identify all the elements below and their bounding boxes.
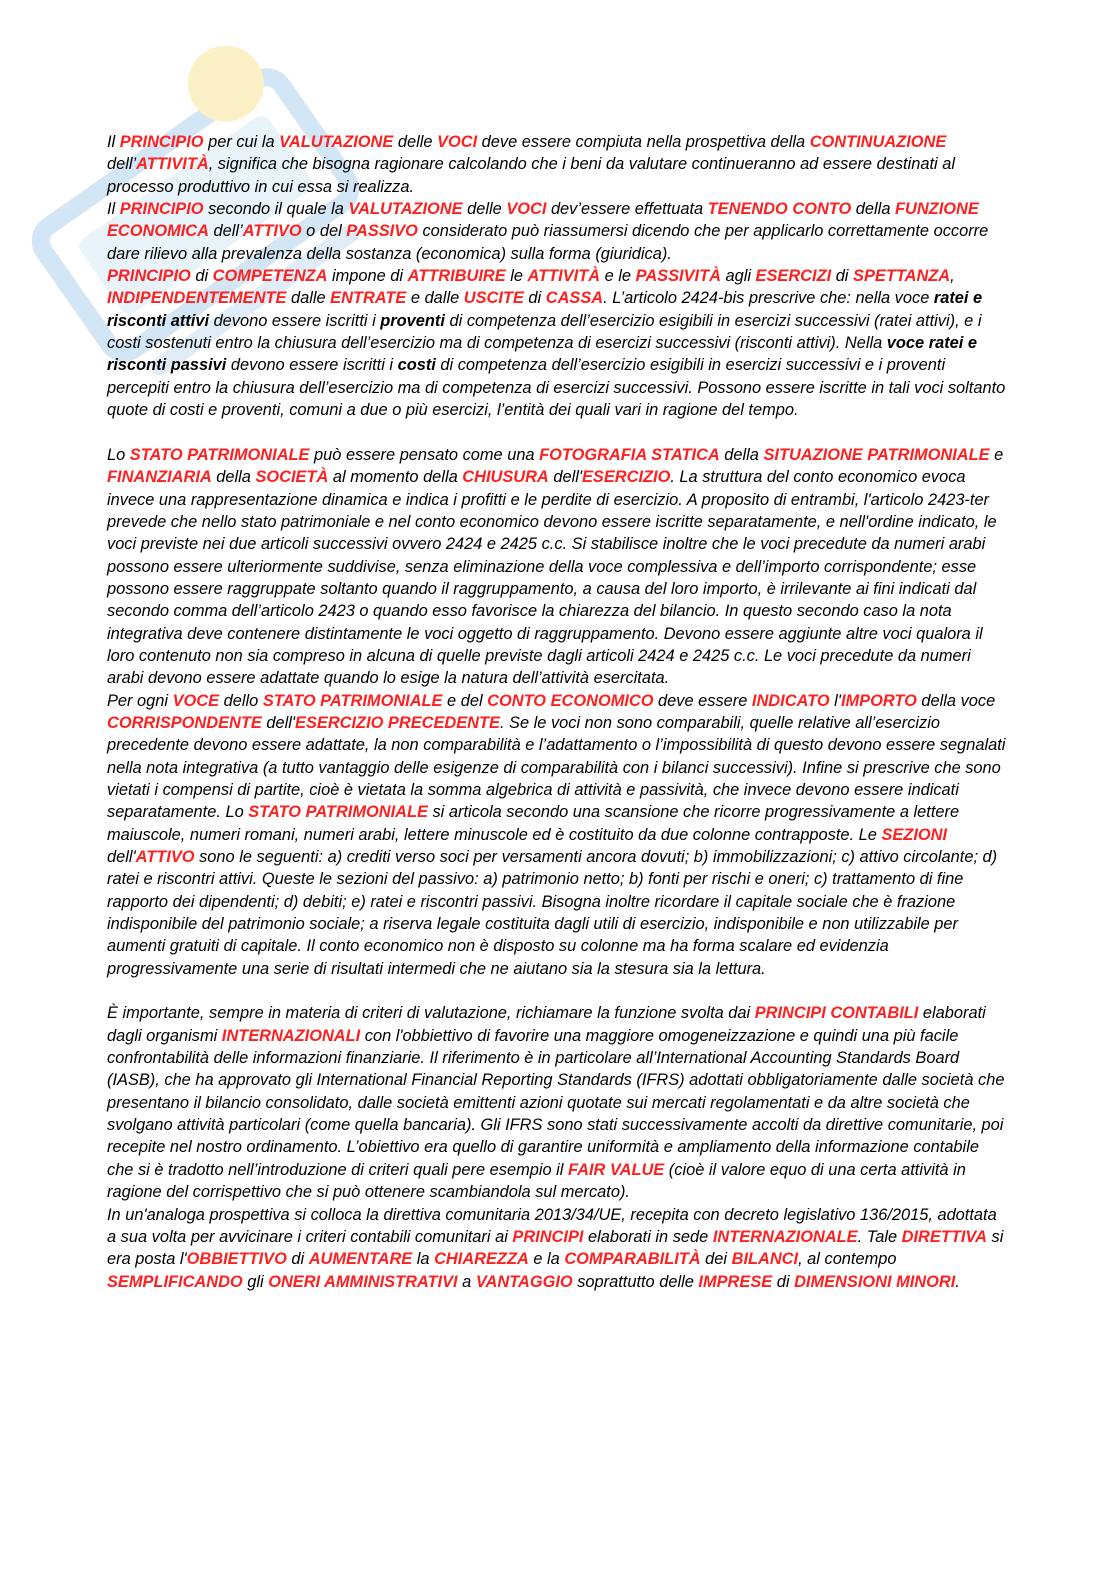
text-run: , al contempo (798, 1250, 897, 1269)
text-run: Il (107, 133, 120, 151)
text-run: elaborati dagli organismi (107, 1004, 986, 1045)
text-run: . Se le voci non sono comparabili, quelle relative all’esercizio precedente devono essere adattate, la non comparabilità e l’adattamento o l’impossibilità di questo devono essere segnalati nella nota integrativa (a tutto vantaggio delle esigenze di comparabilità con i bilanci successivi). Infine si prescrive che sono vietati i compensi di partite, cioè è vietata la somma algebrica di attività e passività, che invece devono essere indicati separatamente. Lo (107, 713, 1006, 822)
keyword-highlight: FAIR VALUE (568, 1160, 665, 1179)
keyword-highlight: AUMENTARE (308, 1250, 413, 1269)
text-run: di competenza dell’esercizio esigibili in esercizi successivi (ratei attivi), e i costi sostenuti entro la chiusura dell’esercizio ma di competenza di esercizi successivi (risconti attivi). Nella (107, 311, 982, 353)
keyword-highlight: OBBIETTIVO (186, 1250, 287, 1269)
text-run: , (950, 267, 955, 286)
text-run: di (772, 1272, 795, 1291)
keyword-highlight: ENTRATE (330, 289, 407, 308)
text-run: l' (829, 691, 841, 710)
keyword-highlight: PRINCIPI (512, 1227, 584, 1246)
keyword-highlight: VOCE (172, 691, 220, 710)
text-run: considerato può riassumersi dicendo che per applicarlo correttamente occorre dare rilievo alla prevalenza della sostanza (economica) sulla forma (giuridica). (107, 222, 989, 263)
text-run: Il (107, 200, 120, 219)
text-run: dell' (548, 468, 582, 487)
text-run: di competenza dell’esercizio esigibili in esercizi successivi e i proventi percepiti entro la chiusura dell’esercizio ma di competenza di esercizi successivi. Possono essere iscritte in tali voci soltanto quote di costi e proventi, comuni a due o più esercizi, l’entità dei quali vari in ragione del tempo. (107, 356, 1006, 420)
text-run: della (851, 200, 895, 219)
text-run: dell' (261, 713, 296, 732)
keyword-highlight: FINANZIARIA (107, 468, 212, 487)
keyword-highlight: SITUAZIONE PATRIMONIALE (763, 445, 990, 464)
text-run: impone di (327, 267, 408, 286)
keyword-highlight: ESERCIZIO (581, 468, 671, 487)
keyword-highlight: INTERNAZIONALE (712, 1227, 858, 1246)
text-run: In un'analoga prospettiva si colloca la direttiva comunitaria 2013/34/UE, recepita con decreto legislativo 136/2015, adottata a sua volta per avvicinare i criteri contabili comunitari ai (107, 1205, 997, 1246)
keyword-highlight: STATO PATRIMONIALE (248, 803, 428, 822)
text-run: si era posta l' (107, 1227, 1004, 1269)
text-run: gli (242, 1272, 269, 1291)
keyword-highlight: PASSIVO (346, 222, 418, 241)
keyword-highlight: SOCIETÀ (255, 468, 329, 487)
text-run: si articola secondo una scansione che ricorre progressivamente a lettere maiuscole, numeri romani, numeri arabi, lettere minuscole ed è costituito da due colonne contrapposte. Le (107, 803, 960, 844)
bold-term: voce ratei e risconti passivi (107, 334, 977, 375)
text-run: dei (700, 1250, 732, 1269)
text-run: dello (219, 691, 263, 710)
keyword-highlight: CONTINUAZIONE (809, 133, 947, 151)
text-run: sono le seguenti: a) crediti verso soci per versamenti ancora dovuti; b) immobilizzazioni; c) attivo circolante; d) ratei e riscontri attivi. Queste le sezioni del passivo: a) patrimonio netto; b) fonti per rischi e oneri; c) trattamento di fine rapporto dei dipendenti; d) debiti; e) ratei e riscontri passivi. Bisogna inoltre ricordare il capitale sociale che è frazione indisponibile del patrimonio sociale; a riserva legale costituita dagli utili di esercizio, indisponibile e non utilizzabile per aumenti gratuiti di capitale. Il conto economico non è disposto su colonne ma ha forma scalare ed evidenzia progressivamente una serie di risultati intermedi che ne aiutano sia la stesura sia la lettura. (107, 848, 998, 978)
bold-term: ratei e risconti attivi (107, 289, 983, 330)
text-run: . La struttura del conto economico evoca invece una rappresentazione dinamica e indica i profitti e le perdite di esercizio. A proposito di entrambi, l'articolo 2423-ter prevede che nello stato patrimoniale e nel conto economico devono essere iscritte separatamente, e nell'ordine indicato, le voci previste nei due articoli successivi ovvero 2424 e 2425 c.c. Si stabilisce inoltre che le voci precedute da numeri arabi possono essere ulteriormente suddivise, senza eliminazione della voce complessiva e dell’importo corrispondente; esse possono essere raggruppate soltanto quando il raggruppamento, a causa del loro importo, è irrilevante ai fini indicati dal secondo comma dell’articolo 2423 o quando esso favorisce la chiarezza del bilancio. In questo secondo caso la nota integrativa deve contenere distintamente le voci oggetto di raggruppamento. Devono essere aggiunte altre voci qualora il loro contenuto non sia compreso in alcuna di quelle previste dagli articoli 2424 e 2425 c.c. Le voci precedute da numeri arabi devono essere adattate quando lo esige la natura dell’attività esercitata. (107, 468, 997, 688)
keyword-highlight: CASSA (545, 289, 604, 308)
keyword-highlight: DIMENSIONI MINORI (794, 1272, 956, 1291)
keyword-highlight: TENENDO CONTO (707, 200, 852, 219)
text-run: deve essere compiuta nella prospettiva della (477, 133, 810, 151)
text-run: la (412, 1250, 435, 1269)
keyword-highlight: DIRETTIVA (901, 1227, 987, 1246)
keyword-highlight: COMPARABILITÀ (564, 1250, 701, 1269)
text-run: dalle (286, 289, 331, 308)
text-run: Lo (107, 445, 130, 464)
text-run: È importante, sempre in materia di criteri di valutazione, richiamare la funzione svolta dai (107, 1004, 755, 1023)
text-run: deve essere (653, 691, 752, 710)
text-run: , significa che bisogna ragionare calcolando che i beni da valutare continueranno ad essere destinati al processo produttivo in cui essa si realizza. (107, 155, 955, 196)
text-run: di (523, 289, 546, 308)
keyword-highlight: VANTAGGIO (475, 1272, 573, 1291)
text-run: soprattutto delle (572, 1272, 699, 1291)
keyword-highlight: PRINCIPIO (119, 133, 204, 151)
document-body (107, 131, 1007, 1293)
keyword-highlight: VALUTAZIONE (348, 200, 463, 219)
keyword-highlight: ATTRIBUIRE (407, 267, 506, 286)
text-run: della (211, 468, 256, 487)
text-run: di (190, 267, 213, 286)
paragraph-gap (107, 421, 1007, 443)
keyword-highlight: COMPETENZA (212, 267, 328, 286)
text-run: le (505, 267, 528, 286)
text-run: con l'obbiettivo di favorire una maggiore omogeneizzazione e quindi una più facile confrontabilità delle informazioni finanziarie. Il riferimento è in particolare all’International Accounting Standards Board (IASB), che ha approvato gli International Financial Reporting Standards (IFRS) adottati obbligatoriamente dalle società che presentano il bilancio consolidato, dalle società emittenti azioni quotate sui mercati regolamentati e da altre società che svolgano attività particolari (come quella bancaria). Gli IFRS sono stati successivamente accolti da direttive comunitarie, poi recepite nel nostro ordinamento. L’obiettivo era quello di garantire uniformità e ampliamento della informazione contabile che si è tradotto nell’introduzione di criteri quali pere esempio il (107, 1026, 1005, 1179)
text-run: dell’ (107, 155, 137, 174)
text-run: agli (720, 267, 756, 286)
paragraph-gap (107, 980, 1007, 1002)
keyword-highlight: ESERCIZIO PRECEDENTE (295, 713, 500, 732)
text-run: (cioè il valore equo di una certa attività in ragione del corrispettivo che si può ottenere scambiandola sul mercato). (107, 1160, 966, 1202)
paragraph (107, 131, 1007, 421)
keyword-highlight: BILANCI (731, 1250, 799, 1269)
text-run: di (286, 1250, 309, 1269)
text-run: elaborati in sede (583, 1227, 713, 1246)
text-run: al momento della (328, 468, 463, 487)
keyword-highlight: IMPRESE (698, 1272, 773, 1291)
keyword-highlight: VOCI (437, 133, 478, 151)
text-run: secondo il quale la (203, 200, 349, 219)
text-run: di (831, 267, 854, 286)
keyword-highlight: ONERI AMMINISTRATIVI (268, 1272, 458, 1291)
text-run: e le (600, 267, 636, 286)
text-run: devono essere iscritti i (226, 356, 398, 375)
keyword-highlight: PRINCIPIO (119, 200, 204, 219)
text-run: o del (301, 222, 347, 241)
text-run: dev’essere effettuata (546, 200, 708, 219)
keyword-highlight: CORRISPONDENTE (107, 713, 262, 732)
text-run: delle (462, 200, 507, 219)
text-run: può essere pensato come una (309, 445, 540, 464)
bold-term: proventi (380, 311, 445, 330)
keyword-highlight: FOTOGRAFIA STATICA (539, 445, 720, 464)
keyword-highlight: INTERNAZIONALI (221, 1026, 361, 1045)
text-run: Per ogni (107, 691, 173, 710)
keyword-highlight: FUNZIONE ECONOMICA (107, 200, 979, 241)
keyword-highlight: INDICATO (751, 691, 830, 710)
text-run: devono essere iscritti i (209, 311, 381, 330)
keyword-highlight: SEZIONI (881, 825, 948, 844)
keyword-highlight: ATTIVO (242, 222, 302, 241)
text-run: dell' (107, 848, 136, 866)
paragraph (107, 1002, 1007, 1292)
text-run: e la (528, 1250, 565, 1269)
keyword-highlight: PRINCIPIO (107, 267, 191, 286)
keyword-highlight: PASSIVITÀ (635, 267, 721, 286)
keyword-highlight: SPETTANZA (853, 267, 951, 286)
keyword-highlight: VOCI (506, 200, 547, 219)
keyword-highlight: IMPORTO (840, 691, 917, 710)
text-run: e del (442, 691, 488, 710)
text-run: . Tale (857, 1227, 902, 1246)
text-run: a (457, 1272, 476, 1291)
keyword-highlight: ESERCIZI (755, 267, 832, 286)
keyword-highlight: ATTIVITÀ (527, 267, 601, 286)
paragraph (107, 444, 1007, 980)
keyword-highlight: CHIAREZZA (434, 1250, 529, 1269)
text-run: per cui la (203, 133, 280, 151)
text-run: e dalle (406, 289, 464, 308)
keyword-highlight: CHIUSURA (462, 468, 549, 487)
text-run: della voce (916, 691, 996, 710)
keyword-highlight: CONTO ECONOMICO (487, 691, 654, 710)
keyword-highlight: STATO PATRIMONIALE (129, 445, 310, 464)
keyword-highlight: ATTIVITÀ (136, 155, 209, 174)
keyword-highlight: STATO PATRIMONIALE (262, 691, 443, 710)
keyword-highlight: ATTIVO (135, 848, 195, 866)
text-run: dell’ (209, 222, 243, 241)
text-run: . L’articolo 2424-bis prescrive che: nella voce (603, 289, 934, 308)
text-run: della (719, 445, 764, 464)
keyword-highlight: USCITE (463, 289, 524, 308)
text-run: e (989, 445, 1004, 464)
bold-term: costi (397, 356, 436, 375)
keyword-highlight: PRINCIPI CONTABILI (754, 1004, 919, 1023)
keyword-highlight: VALUTAZIONE (279, 133, 394, 151)
keyword-highlight: SEMPLIFICANDO (107, 1272, 243, 1291)
keyword-highlight: INDIPENDENTEMENTE (107, 289, 287, 308)
text-run: delle (393, 133, 438, 151)
text-run: . (955, 1272, 960, 1291)
